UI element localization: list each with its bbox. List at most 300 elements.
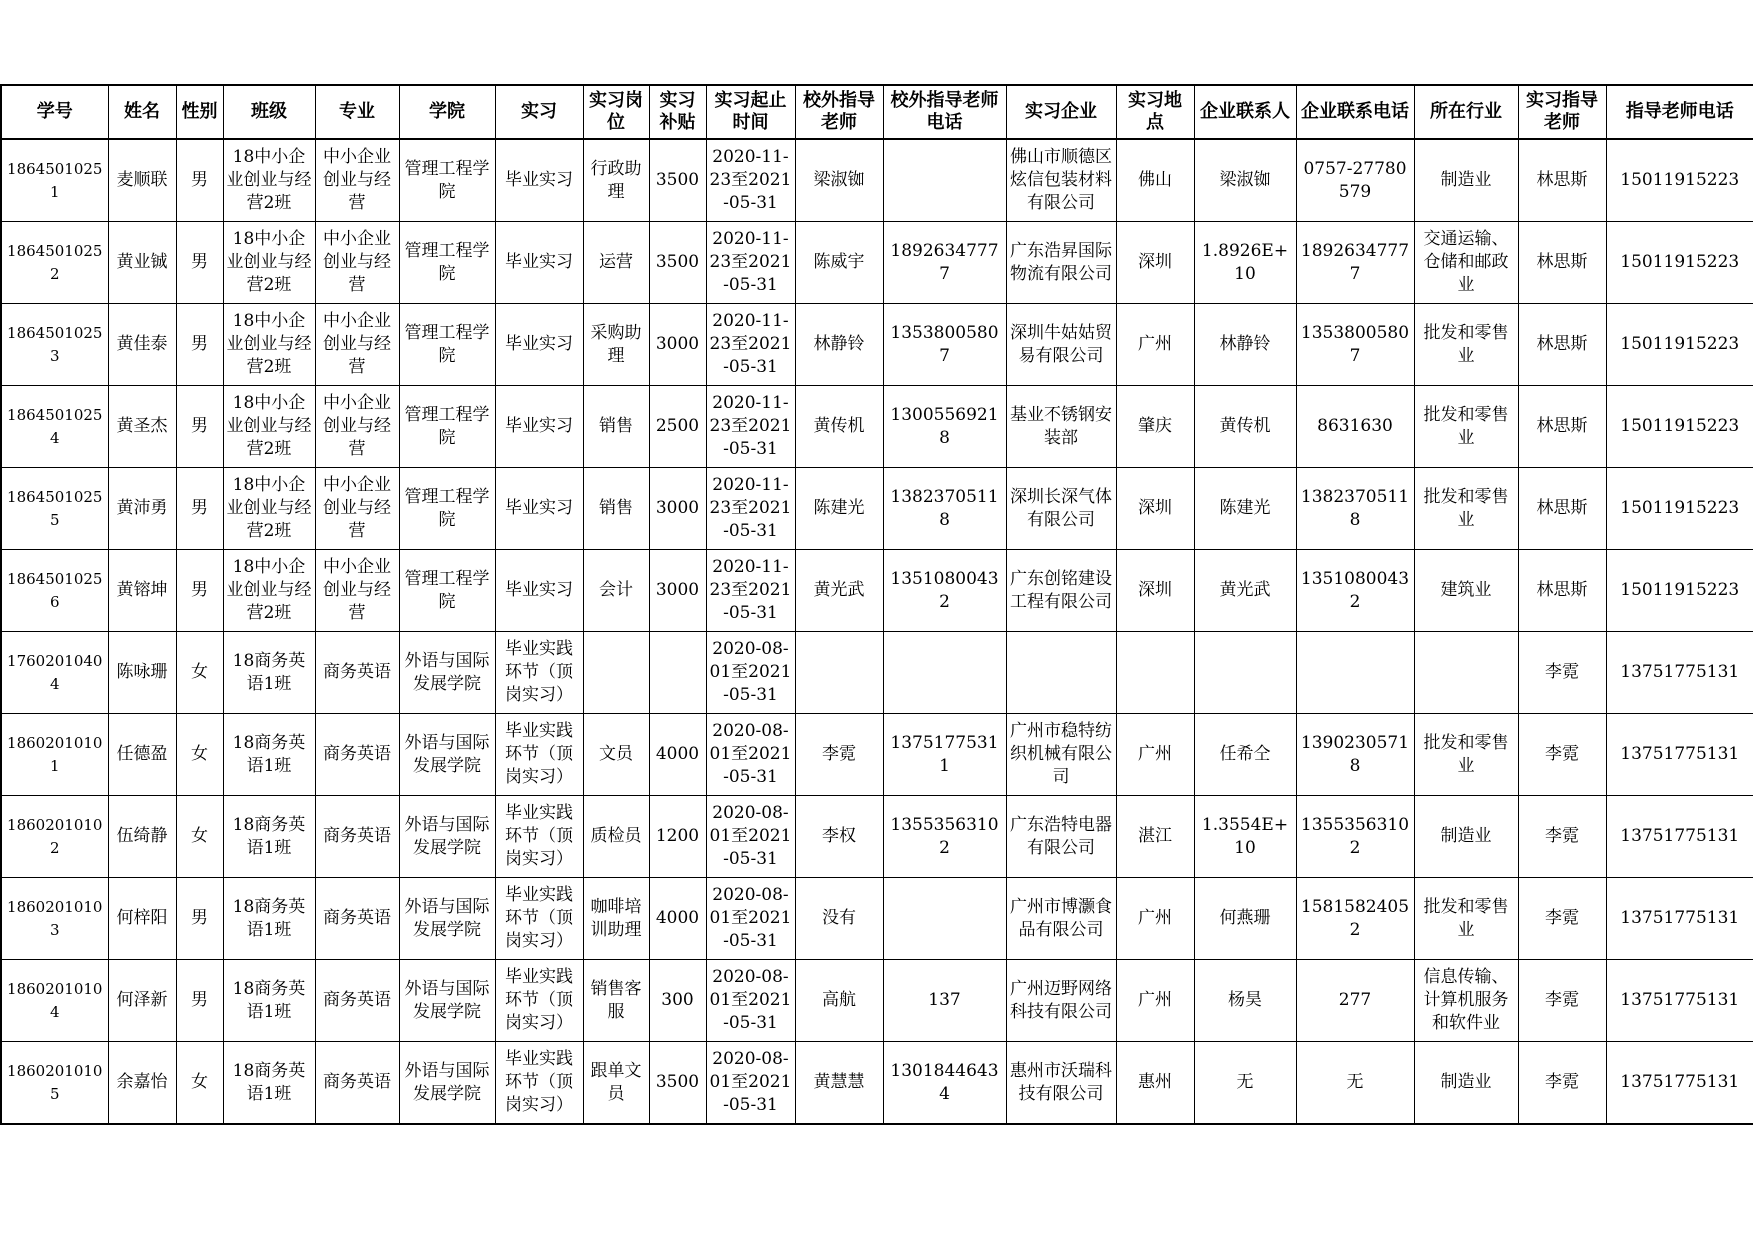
- cell-text: 外语与国际发展学院: [404, 896, 490, 940]
- cell-text: 伍绮静: [116, 826, 168, 846]
- table-cell: [176, 960, 223, 1042]
- table-cell: [399, 632, 495, 714]
- table-cell: [1, 222, 108, 304]
- cell-text: 18商务英语1班: [232, 978, 306, 1022]
- table-cell: [649, 386, 706, 468]
- table-cell: [1, 386, 108, 468]
- table-cell: [223, 139, 315, 222]
- cell-text: 林思斯: [1536, 498, 1588, 518]
- cell-text: 18645010252: [7, 241, 103, 283]
- cell-text: 毕业实习: [505, 334, 573, 354]
- table-cell: [1414, 468, 1518, 550]
- cell-text: 13823705118: [890, 486, 999, 530]
- table-cell: [223, 878, 315, 960]
- table-cell: [223, 796, 315, 878]
- cell-text: 李霓: [1545, 908, 1579, 928]
- cell-text: 2020-08-01至2021-05-31: [709, 885, 792, 951]
- column-header: 企业联系人: [1194, 85, 1296, 139]
- cell-text: 行政助理: [590, 158, 642, 202]
- cell-text: 18602010103: [7, 897, 103, 939]
- cell-text: 女: [191, 662, 208, 682]
- table-cell: [1606, 304, 1753, 386]
- table-cell: [176, 386, 223, 468]
- table-cell: [495, 386, 583, 468]
- cell-text: 13005569218: [890, 404, 999, 448]
- cell-text: 黄传机: [1219, 416, 1271, 436]
- cell-text: 林思斯: [1536, 170, 1588, 190]
- table-cell: [1006, 960, 1116, 1042]
- cell-text: 陈建光: [1219, 498, 1271, 518]
- table-row: [1, 139, 1753, 222]
- cell-text: 3500: [655, 1072, 700, 1092]
- cell-text: 何燕珊: [1219, 908, 1271, 928]
- cell-text: 137: [928, 990, 961, 1010]
- table-cell: [795, 714, 883, 796]
- table-cell: [108, 468, 176, 550]
- cell-text: 男: [191, 580, 208, 600]
- table-cell: [706, 304, 795, 386]
- table-cell: [583, 632, 649, 714]
- cell-text: 广东浩特电器有限公司: [1010, 814, 1112, 858]
- table-cell: [706, 550, 795, 632]
- cell-text: 广州市稳特纺织机械有限公司: [1010, 721, 1112, 787]
- cell-text: 毕业实践环节（顶岗实习）: [505, 721, 573, 787]
- cell-text: 男: [191, 908, 208, 928]
- cell-text: 2020-08-01至2021-05-31: [709, 721, 792, 787]
- cell-text: 3000: [655, 580, 700, 600]
- table-cell: [108, 550, 176, 632]
- cell-text: 毕业实践环节（顶岗实习）: [505, 803, 573, 869]
- table-cell: [1606, 796, 1753, 878]
- table-cell: [399, 714, 495, 796]
- table-cell: [1194, 632, 1296, 714]
- cell-text: 李权: [822, 826, 856, 846]
- table-cell: [1296, 304, 1414, 386]
- cell-text: 15011915223: [1620, 416, 1740, 436]
- cell-text: 2020-11-23至2021-05-31: [709, 475, 792, 541]
- table-cell: [495, 222, 583, 304]
- table-cell: [176, 714, 223, 796]
- table-cell: [1194, 878, 1296, 960]
- cell-text: 咖啡培训助理: [590, 896, 642, 940]
- table-cell: [1296, 1042, 1414, 1125]
- table-cell: [1194, 960, 1296, 1042]
- table-cell: [795, 632, 883, 714]
- cell-text: 13538005807: [1300, 322, 1410, 366]
- table-cell: [1414, 1042, 1518, 1125]
- cell-text: 18645010256: [7, 569, 103, 611]
- table-cell: [583, 386, 649, 468]
- table-cell: [883, 960, 1006, 1042]
- cell-text: 无: [1236, 1072, 1254, 1092]
- cell-text: 18926347777: [1300, 240, 1410, 284]
- table-cell: [1296, 878, 1414, 960]
- table-cell: [223, 222, 315, 304]
- table-cell: [495, 139, 583, 222]
- table-cell: [795, 550, 883, 632]
- table-cell: [649, 304, 706, 386]
- cell-text: 2020-11-23至2021-05-31: [709, 311, 792, 377]
- table-cell: [315, 222, 399, 304]
- column-header: 企业联系电话: [1296, 85, 1414, 139]
- table-cell: [1296, 714, 1414, 796]
- table-cell: [315, 550, 399, 632]
- cell-text: 李霓: [1545, 1072, 1579, 1092]
- cell-text: 13553563102: [890, 814, 999, 858]
- table-cell: [1, 1042, 108, 1125]
- table-cell: [223, 468, 315, 550]
- cell-text: 梁淑铷: [813, 170, 865, 190]
- table-cell: [495, 550, 583, 632]
- table-cell: [649, 796, 706, 878]
- cell-text: 广东浩昇国际物流有限公司: [1010, 240, 1112, 284]
- cell-text: 18中小企业创业与经营2班: [226, 475, 312, 541]
- cell-text: 商务英语: [323, 908, 391, 928]
- cell-text: 13823705118: [1300, 486, 1410, 530]
- cell-text: 男: [191, 252, 208, 272]
- table-cell: [1518, 714, 1606, 796]
- cell-text: 2500: [655, 416, 700, 436]
- cell-text: 毕业实习: [505, 416, 573, 436]
- cell-text: 1200: [655, 826, 700, 846]
- table-cell: [1116, 714, 1194, 796]
- column-header: 实习起止时间: [706, 85, 795, 139]
- table-cell: [399, 468, 495, 550]
- cell-text: 3000: [655, 498, 700, 518]
- table-cell: [1296, 960, 1414, 1042]
- cell-text: 毕业实习: [505, 170, 573, 190]
- table-cell: [1518, 386, 1606, 468]
- cell-text: 外语与国际发展学院: [404, 978, 490, 1022]
- cell-text: 林静铃: [1219, 334, 1271, 354]
- cell-text: 男: [191, 416, 208, 436]
- cell-text: 惠州市沃瑞科技有限公司: [1010, 1060, 1112, 1104]
- table-cell: [315, 714, 399, 796]
- cell-text: 男: [191, 170, 208, 190]
- cell-text: 13751775131: [1620, 826, 1740, 846]
- cell-text: 18602010102: [7, 815, 103, 857]
- table-cell: [1006, 878, 1116, 960]
- table-cell: [1606, 1042, 1753, 1125]
- table-cell: [1116, 632, 1194, 714]
- table-cell: [583, 796, 649, 878]
- table-cell: [495, 960, 583, 1042]
- cell-text: 3500: [655, 252, 700, 272]
- table-cell: [1518, 222, 1606, 304]
- table-cell: [315, 1042, 399, 1125]
- table-row: [1, 468, 1753, 550]
- column-header: 实习: [495, 85, 583, 139]
- table-cell: [583, 714, 649, 796]
- cell-text: 外语与国际发展学院: [404, 814, 490, 858]
- table-cell: [583, 304, 649, 386]
- table-cell: [1194, 222, 1296, 304]
- table-cell: [176, 878, 223, 960]
- column-header: 姓名: [108, 85, 176, 139]
- column-header: 实习地点: [1116, 85, 1194, 139]
- cell-text: 毕业实践环节（顶岗实习）: [505, 885, 573, 951]
- cell-text: 18602010105: [7, 1061, 103, 1103]
- cell-text: 4000: [655, 744, 700, 764]
- table-cell: [399, 878, 495, 960]
- cell-text: 无: [1346, 1072, 1364, 1092]
- table-cell: [1116, 550, 1194, 632]
- cell-text: 梁淑铷: [1219, 170, 1271, 190]
- table-row: [1, 304, 1753, 386]
- table-cell: [315, 304, 399, 386]
- cell-text: 2020-11-23至2021-05-31: [709, 229, 792, 295]
- table-cell: [1296, 386, 1414, 468]
- table-cell: [1194, 1042, 1296, 1125]
- table-cell: [1, 632, 108, 714]
- table-cell: [1, 304, 108, 386]
- cell-text: 8631630: [1317, 416, 1393, 436]
- table-cell: [1, 468, 108, 550]
- cell-text: 18645010255: [7, 487, 103, 529]
- cell-text: 18中小企业创业与经营2班: [226, 557, 312, 623]
- cell-text: 任德盈: [116, 744, 168, 764]
- table-cell: [1, 139, 108, 222]
- cell-text: 18商务英语1班: [232, 1060, 306, 1104]
- table-cell: [1006, 139, 1116, 222]
- table-cell: [706, 468, 795, 550]
- cell-text: 300: [661, 990, 694, 1010]
- cell-text: 陈建光: [813, 498, 865, 518]
- table-cell: [795, 878, 883, 960]
- table-cell: [223, 550, 315, 632]
- table-cell: [108, 796, 176, 878]
- cell-text: 管理工程学院: [404, 486, 490, 530]
- table-cell: [649, 1042, 706, 1125]
- table-cell: [706, 632, 795, 714]
- cell-text: 管理工程学院: [404, 158, 490, 202]
- table-cell: [1116, 468, 1194, 550]
- cell-text: 中小企业创业与经营: [323, 557, 391, 623]
- column-header: 校外指导老师电话: [883, 85, 1006, 139]
- header-row: [1, 85, 1753, 139]
- cell-text: 3500: [655, 170, 700, 190]
- table-cell: [1006, 550, 1116, 632]
- cell-text: 2020-11-23至2021-05-31: [709, 557, 792, 623]
- column-header: 校外指导老师: [795, 85, 883, 139]
- cell-text: 商务英语: [323, 826, 391, 846]
- table-cell: [1518, 632, 1606, 714]
- table-cell: [315, 139, 399, 222]
- cell-text: 林思斯: [1536, 580, 1588, 600]
- table-cell: [223, 960, 315, 1042]
- table-cell: [883, 304, 1006, 386]
- cell-text: 黄光武: [813, 580, 865, 600]
- column-header: 性别: [176, 85, 223, 139]
- cell-text: 管理工程学院: [404, 240, 490, 284]
- table-cell: [706, 1042, 795, 1125]
- cell-text: 外语与国际发展学院: [404, 650, 490, 694]
- table-cell: [1116, 304, 1194, 386]
- table-cell: [583, 222, 649, 304]
- cell-text: 黄业铖: [116, 252, 168, 272]
- cell-text: 批发和零售业: [1423, 404, 1509, 448]
- cell-text: 陈咏珊: [116, 662, 168, 682]
- cell-text: 黄佳泰: [116, 334, 168, 354]
- cell-text: 17602010404: [7, 651, 103, 693]
- column-header: 班级: [223, 85, 315, 139]
- table-cell: [1194, 386, 1296, 468]
- cell-text: 15011915223: [1620, 252, 1740, 272]
- cell-text: 商务英语: [323, 744, 391, 764]
- cell-text: 中小企业创业与经营: [323, 393, 391, 459]
- cell-text: 深圳牛姑姑贸易有限公司: [1010, 322, 1112, 366]
- cell-text: 商务英语: [323, 662, 391, 682]
- table-cell: [1, 714, 108, 796]
- table-cell: [649, 960, 706, 1042]
- cell-text: 批发和零售业: [1423, 896, 1509, 940]
- cell-text: 湛江: [1138, 826, 1172, 846]
- cell-text: 女: [191, 1072, 208, 1092]
- cell-text: 运营: [599, 252, 633, 272]
- table-cell: [315, 632, 399, 714]
- table-cell: [1414, 222, 1518, 304]
- cell-text: 2020-08-01至2021-05-31: [709, 803, 792, 869]
- table-cell: [1606, 878, 1753, 960]
- cell-text: 18645010254: [7, 405, 103, 447]
- table-cell: [795, 1042, 883, 1125]
- cell-text: 3000: [655, 334, 700, 354]
- table-cell: [1414, 386, 1518, 468]
- table-cell: [795, 960, 883, 1042]
- table-cell: [1414, 139, 1518, 222]
- table-cell: [495, 468, 583, 550]
- table-cell: [315, 468, 399, 550]
- cell-text: 管理工程学院: [404, 322, 490, 366]
- cell-text: 0757-27780579: [1303, 158, 1407, 202]
- cell-text: 林思斯: [1536, 252, 1588, 272]
- table-cell: [583, 550, 649, 632]
- table-cell: [883, 468, 1006, 550]
- cell-text: 13902305718: [1300, 732, 1410, 776]
- cell-text: 交通运输、仓储和邮政业: [1423, 229, 1509, 295]
- cell-text: 2020-08-01至2021-05-31: [709, 1049, 792, 1115]
- table-cell: [583, 960, 649, 1042]
- cell-text: 深圳: [1138, 252, 1172, 272]
- table-cell: [223, 1042, 315, 1125]
- table-cell: [399, 796, 495, 878]
- cell-text: 18926347777: [890, 240, 999, 284]
- table-cell: [1006, 632, 1116, 714]
- cell-text: 外语与国际发展学院: [404, 1060, 490, 1104]
- table-cell: [176, 468, 223, 550]
- table-cell: [223, 632, 315, 714]
- table-cell: [176, 632, 223, 714]
- cell-text: 销售: [599, 498, 633, 518]
- table-cell: [1296, 550, 1414, 632]
- cell-text: 中小企业创业与经营: [323, 229, 391, 295]
- cell-text: 佛山: [1138, 170, 1172, 190]
- table-cell: [795, 468, 883, 550]
- table-cell: [1006, 304, 1116, 386]
- cell-text: 男: [191, 990, 208, 1010]
- table-row: [1, 550, 1753, 632]
- cell-text: 销售客服: [590, 978, 642, 1022]
- cell-text: 管理工程学院: [404, 568, 490, 612]
- table-cell: [1518, 468, 1606, 550]
- table-cell: [883, 222, 1006, 304]
- cell-text: 采购助理: [590, 322, 642, 366]
- cell-text: 15815824052: [1300, 896, 1410, 940]
- cell-text: 中小企业创业与经营: [323, 311, 391, 377]
- cell-text: 黄光武: [1219, 580, 1271, 600]
- cell-text: 李霓: [1545, 744, 1579, 764]
- table-cell: [1006, 1042, 1116, 1125]
- table-cell: [706, 960, 795, 1042]
- table-cell: [1194, 304, 1296, 386]
- table-cell: [495, 1042, 583, 1125]
- table-cell: [223, 714, 315, 796]
- table-cell: [495, 304, 583, 386]
- cell-text: 黄镕坤: [116, 580, 168, 600]
- cell-text: 佛山市顺德区炫信包装材料有限公司: [1010, 147, 1112, 213]
- cell-text: 广东创铭建设工程有限公司: [1010, 568, 1112, 612]
- cell-text: 广州迈野网络科技有限公司: [1010, 978, 1112, 1022]
- table-cell: [1006, 222, 1116, 304]
- table-cell: [176, 304, 223, 386]
- table-cell: [176, 796, 223, 878]
- table-cell: [1414, 550, 1518, 632]
- cell-text: 深圳: [1138, 580, 1172, 600]
- table-cell: [108, 960, 176, 1042]
- table-row: [1, 714, 1753, 796]
- table-cell: [108, 139, 176, 222]
- table-cell: [495, 632, 583, 714]
- table-cell: [1116, 222, 1194, 304]
- cell-text: 13510800432: [890, 568, 999, 612]
- cell-text: 商务英语: [323, 990, 391, 1010]
- cell-text: 麦顺联: [116, 170, 168, 190]
- cell-text: 18中小企业创业与经营2班: [226, 393, 312, 459]
- table-cell: [399, 222, 495, 304]
- cell-text: 18商务英语1班: [232, 814, 306, 858]
- table-cell: [1116, 139, 1194, 222]
- cell-text: 批发和零售业: [1423, 322, 1509, 366]
- cell-text: 基业不锈钢安装部: [1010, 404, 1112, 448]
- column-header: 学号: [1, 85, 108, 139]
- table-cell: [883, 139, 1006, 222]
- cell-text: 没有: [822, 908, 856, 928]
- cell-text: 13751775311: [890, 732, 999, 776]
- cell-text: 毕业实践环节（顶岗实习）: [505, 1049, 573, 1115]
- cell-text: 18商务英语1班: [232, 650, 306, 694]
- table-cell: [706, 878, 795, 960]
- cell-text: 何泽新: [116, 990, 168, 1010]
- table-cell: [399, 1042, 495, 1125]
- table-cell: [1, 878, 108, 960]
- table-cell: [583, 1042, 649, 1125]
- table-cell: [1194, 139, 1296, 222]
- table-cell: [223, 304, 315, 386]
- table-row: [1, 878, 1753, 960]
- table-cell: [649, 878, 706, 960]
- table-cell: [495, 878, 583, 960]
- table-row: [1, 222, 1753, 304]
- table-cell: [495, 796, 583, 878]
- cell-text: 4000: [655, 908, 700, 928]
- table-cell: [108, 304, 176, 386]
- cell-text: 18商务英语1班: [232, 732, 306, 776]
- cell-text: 毕业实践环节（顶岗实习）: [505, 639, 573, 705]
- table-cell: [883, 386, 1006, 468]
- table-row: [1, 960, 1753, 1042]
- cell-text: 13751775131: [1620, 1072, 1740, 1092]
- table-cell: [1296, 222, 1414, 304]
